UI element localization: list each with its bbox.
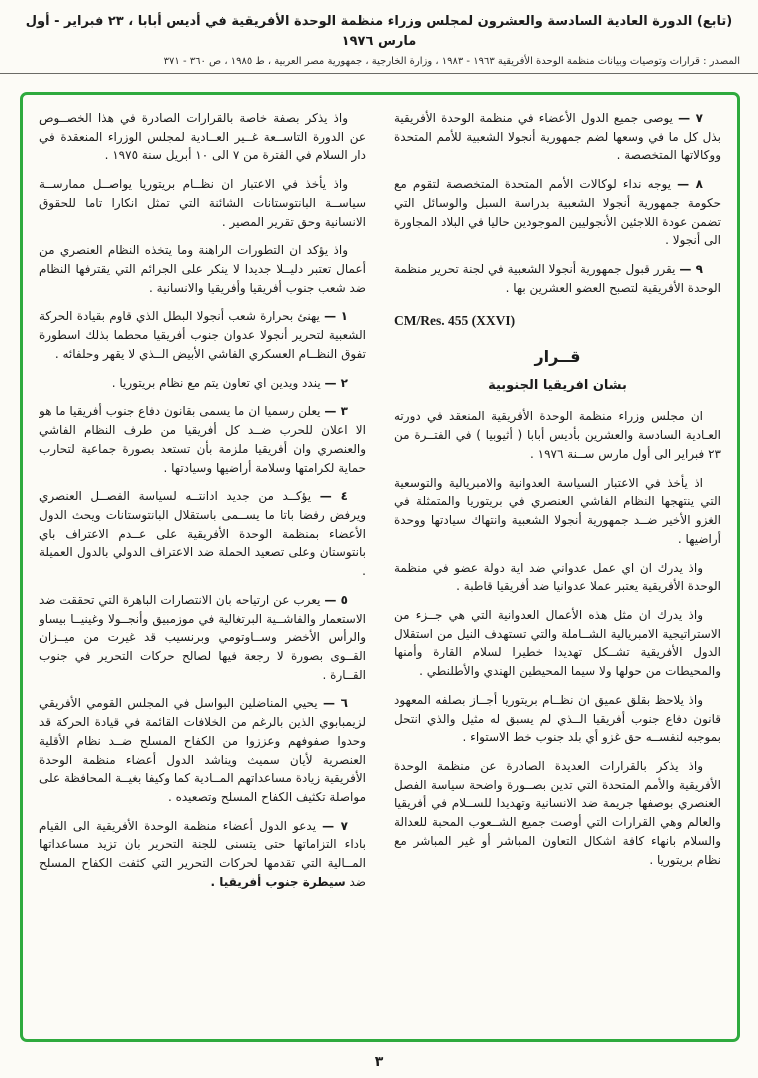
item-text: يعلن رسميا ان ما يسمى بقانون دفاع جنوب أفريقيا ما هو الا اعلان للحرب ضــد كل أفريقيا من طرف النظام الفاشي والعنصري وان أفريقيا ملزمة بأن تستعد بصورة جماعية لتحارب حماية لكرامتها وسلامة أراضيها وسيادتها . (39, 404, 366, 475)
item-text-emphasis: سيطرة جنوب أفريقيا . (210, 874, 346, 889)
item-number: ٧ — (678, 111, 703, 125)
item-number: ٤ — (319, 489, 348, 504)
two-column-layout (39, 109, 721, 1025)
content-frame (20, 92, 740, 1042)
resolution-subtitle: بشان افريقيا الجنوبية (488, 378, 627, 394)
numbered-paragraph-6 (39, 694, 366, 806)
item-text: يعرب عن ارتياحه بان الانتصارات الباهرة التي تحققت ضد الاستعمار والفاشــية البرتغالية في موزمبيق وأنجــولا وغينيــا بيساو والرأس الأخضر وســاوتومي وبرنسيب قد غيرت من ميــزان القــوى بصورة لا رجعة فيها لصالح حركات التحرير في جنوب القــارة . (39, 592, 366, 682)
item-text: يوجه نداء لوكالات الأمم المتحدة المتخصصة لتقوم مع حكومة جمهورية أنجولا الشعبية بدراسة السبل والوسائل التي تضمن عودة اللاجئين الأنجوليين الموجودين حاليا في البلاد المجاورة الى أنجولا . (394, 177, 721, 248)
source-citation: المصدر : قرارات وتوصيات وبيانات منظمة الوحدة الأفريقية ١٩٦٣ - ١٩٨٣ ، وزارة الخارجية ، جمهورية مصر العربية ، ط ١٩٨٥ ، ص ٣٦٠ - ٣٧١ (163, 56, 740, 67)
numbered-paragraph-9 (394, 260, 721, 297)
column-right (394, 109, 721, 1025)
item-number: ٩ — (679, 262, 703, 277)
document-header (0, 0, 758, 74)
numbered-paragraph-1 (39, 307, 366, 363)
item-text: يؤكــد من جديد ادانتــه لسياسة الفصــل العنصري ويرفض رفضا باتا ما يســمى باستقلال البانتوستانات ويحث الدول الأعضاء بمنظمة الوحدة الأفريقية على عــدم الاعتراف باي بانتوستان وعلى تصعيد الحملة ضد الاعتراف الدولي بالدول العميلة . (39, 489, 366, 579)
item-number: ٥ — (324, 592, 348, 607)
item-number: ٢ — (324, 375, 348, 390)
numbered-paragraph-4 (39, 487, 366, 581)
preamble-paragraph: ان مجلس وزراء منظمة الوحدة الأفريقية المنعقد في دورته العـادية السادسة والعشرين بأديس أبابا ( أثيوبيا ) في الفتــرة من ٢٣ فبراير الى أول مارس ســنة ١٩٧٦ . (394, 409, 721, 461)
item-text: يحيي المناضلين البواسل في المجلس القومي الأفريقي لزيمبابوي الذين بالرغم من الخلافات القائمة في قيادة الحركة قد وحدوا صفوفهم وعززوا من الكفاح المسلح ضــد نظام الأقلية العنصرية لأيان سميث ويناشد الدول أعضاء منظمة الوحدة الأفريقية زيادة مساعداتهم المــادية كما وكيفا بغيــة المحافظة على مواصلة تكثيف الكفاح المسلح وتصعيده . (39, 696, 366, 804)
item-number: ١ — (324, 309, 348, 324)
item-text: يهنئ بحرارة شعب أنجولا البطل الذي قاوم بقيادة الحركة الشعبية لتحرير أنجولا عدوان جنوب أفريقيا محطما بذلك اسطورة تفوق النظــام العسكري الفاشي الأبيض الــذي لا يقهر وحلفائه . (39, 309, 366, 361)
preamble-paragraph: واذ يدرك ان اي عمل عدواني ضد اية دولة عضو في منظمة الوحدة الأفريقية يعتبر عملا عدوانيا ضد أفريقيا قاطبة . (394, 560, 721, 594)
numbered-paragraph-8 (394, 175, 721, 250)
session-title: (تابع) الدورة العادية السادسة والعشرون لمجلس وزراء منظمة الوحدة الأفريقية في أديس أبابا ، ٢٣ فبراير - أول مارس ١٩٧٦ (25, 14, 733, 49)
item-text: يندد ويدين اي تعاون يتم مع نظام بريتوريا . (111, 375, 321, 390)
numbered-paragraph-5 (39, 591, 366, 685)
numbered-paragraph-3 (39, 402, 366, 477)
item-number: ٧ — (322, 818, 348, 833)
item-text: يقرر قبول جمهورية أنجولا الشعبية في لجنة تحرير منظمة الوحدة الأفريقية لتصبح العضو العشرين بها . (394, 262, 721, 295)
preamble-paragraph: واذ يلاحظ بقلق عميق ان نظــام بريتوريا أجــاز بصلفه المعهود قانون دفاع جنوب أفريقيا الــذي لم يسبق له مثيل والذي انتحل بموجبه لنفســه حق غزو أي بلد جنوب خط الاستواء . (394, 692, 721, 745)
item-number: ٣ — (324, 404, 348, 419)
preamble-paragraph: واذ يدرك ان مثل هذه الأعمال العدوانية التي هي جــزء من الاستراتيجية الامبريالية الشــاملة والتي تستهدف النيل من استقلال الدول الأفريقية تشــكل تهديدا خطيرا لسلام القارة وأمنها والمحيطات من حولها ولا سيما المحيطين الهندي والأطلنطي . (394, 607, 721, 679)
preamble-paragraph: واذ يذكر بالقرارات العديدة الصادرة عن منظمة الوحدة الأفريقية والأمم المتحدة التي تدين بصــورة واضحة سياسة الفصل العنصري بوصفها جريمة ضد الانسانية وتهديدا للســلام في أفريقيا والعالم وهي القرارات التي أوصت جميع الشــعوب المحبة للعدالة والسلام بانهاء كافة اشكال التعاون المباشر أو غير المباشر مع نظام بريتوريا . (394, 758, 721, 867)
preamble-paragraph: واذ يأخذ في الاعتبار ان نظــام بريتوريا يواصــل ممارســة سياســة البانتوستانات الشائنة التي تمثل انكارا تاما للحقوق الانسانية وحق تقرير المصير . (39, 177, 366, 229)
item-text: يدعو الدول أعضاء منظمة الوحدة الأفريقية الى القيام باداء التزاماتها حتى يتسنى للجنة التحرير بان تزيد مساعداتها المــالية التي تقدمها لحركات التحرير التي كثفت الكفاح المسلح ضد (39, 818, 366, 889)
item-number: ٨ — (677, 177, 703, 192)
column-left (39, 109, 366, 1025)
resolution-title: قــرار (534, 347, 581, 367)
resolution-reference: CM/Res. 455 (XXVI) (394, 313, 516, 329)
page-number: ٣ (374, 1054, 384, 1070)
item-number: ٦ — (322, 696, 348, 711)
numbered-paragraph-7 (394, 109, 721, 165)
numbered-paragraph-2 (39, 374, 366, 393)
numbered-paragraph-7 (39, 817, 366, 892)
preamble-paragraph: واذ يذكر بصفة خاصة بالقرارات الصادرة في هذا الخصــوص عن الدورة التاســعة غــير العــادية لمجلس الوزراء المنعقدة في دار السلام في الفترة من ٧ الى ١٠ أبريل سنة ١٩٧٥ . (39, 111, 366, 163)
item-text: يوصى جميع الدول الأعضاء في منظمة الوحدة الأفريقية بذل كل ما في وسعها لضم جمهورية أنجولا الشعبية للأمم المتحدة ووكالاتها المتخصصة . (394, 111, 721, 163)
preamble-paragraph: اذ يأخذ في الاعتبار السياسة العدوانية والامبريالية والتوسعية التي ينتهجها النظام الفاشي العنصري في بريتوريا والمتمثلة في الغزو الأخير ضــد جمهورية أنجولا الشعبية وانتهاك سيادتها ووحدة أراضيها . (394, 475, 721, 546)
preamble-paragraph: واذ يؤكد ان التطورات الراهنة وما يتخذه النظام العنصري من أعمال تعتبر دليــلا جديدا لا ينكر على الجرائم التي يقترفها النظام ضد شعب جنوب أفريقيا وأفريقيا والانسانية . (39, 243, 366, 295)
